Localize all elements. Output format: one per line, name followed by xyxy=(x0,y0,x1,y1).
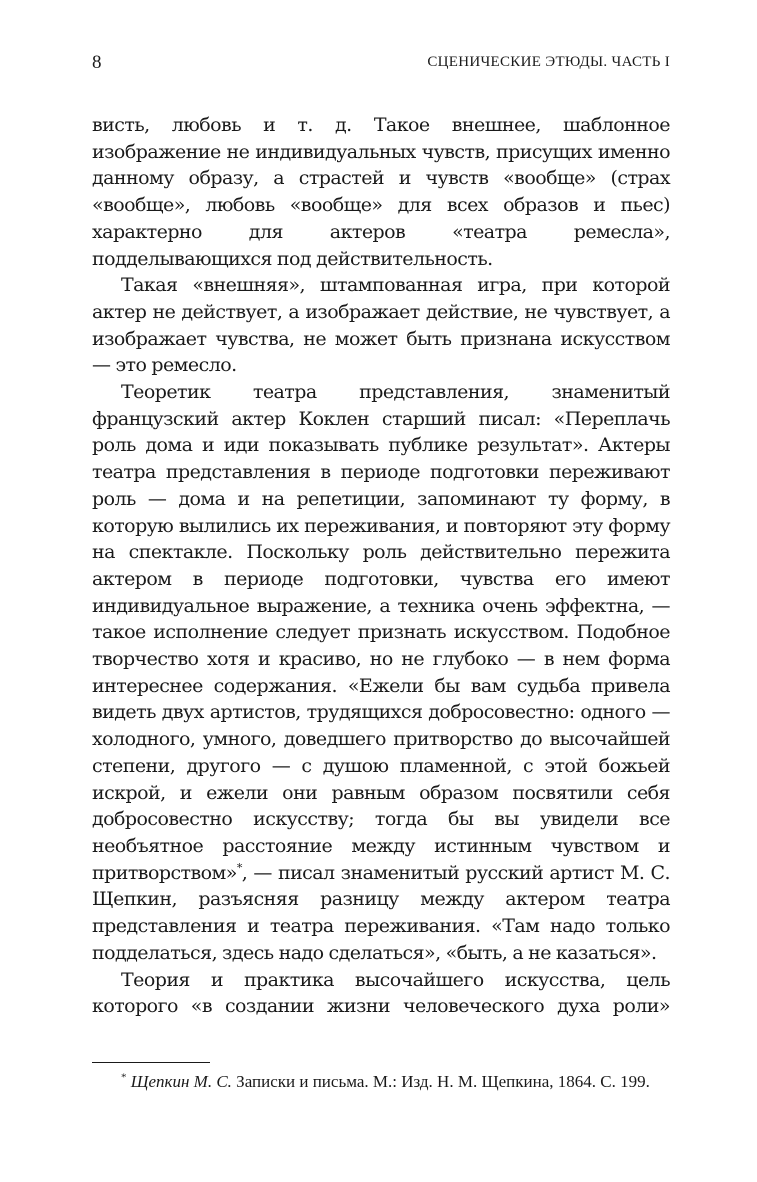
footnote-reference[interactable]: * xyxy=(236,861,242,875)
footnote-divider xyxy=(92,1062,210,1063)
running-head: СЦЕНИЧЕСКИЕ ЭТЮДЫ. ЧАСТЬ I xyxy=(427,54,670,70)
footnote-citation: Записки и письма. М.: Изд. Н. М. Щепкина, 1864. С. 199. xyxy=(231,1072,650,1091)
paragraph-3 xyxy=(92,379,670,966)
page-number: 8 xyxy=(92,52,102,73)
footnote xyxy=(92,1070,670,1093)
paragraph-4: Теория и практика высочайшего искусства, цель которого «в создании жизни человеческого духа роли» xyxy=(92,968,670,1018)
main-text xyxy=(92,112,670,1020)
paragraph-3-part-1: Теоретик театра представления, знаменитый французский актер Коклен старший писал: «Переплачь роль дома и иди показывать публике результат». Актеры театра представления в периоде подготовки переживают роль — дома и на репетиции, запоминают ту форму, в которую вылились их переживания, и повторяют эту форму на спектакле. Поскольку роль действительно пережита актером в периоде подготовки, чувства его имеют индивидуальное выражение, а техника очень эффектна, — такое исполнение следует признать искусством. Подобное творчество хотя и красиво, но не глубоко — в нем форма интереснее содержания. «Ежели бы вам судьба привела видеть двух артистов, трудящихся добросовестно: одного — холодного, умного, доведшего притворство до высочайшей степени, другого — с душою пламенной, с этой божьей искрой, и ежели они равным образом посвятили себя добросовестно искусству; тогда бы вы увидели все необъятное расстояние между истинным чувством и притворством» xyxy=(92,381,670,884)
footnote-author: Щепкин М. С. xyxy=(130,1072,232,1091)
page-header xyxy=(92,52,670,82)
footnote-marker: * xyxy=(121,1071,127,1084)
paragraph-1: висть, любовь и т. д. Такое внешнее, шаблонное изображение не индивидуальных чувств, присущих именно данному образу, а страстей и чувств «вообще» (страх «вообще», любовь «вообще» для всех образов и пьес) характерно для актеров «театра ремесла», подделывающихся под действительность. xyxy=(92,114,670,270)
paragraph-3-part-2: , — писал знаменитый русский артист М. С. Щепкин, разъясняя разницу между актером театра представления и театра переживания. «Там надо только подделаться, здесь надо сделаться», «быть, а не казаться». xyxy=(92,861,670,964)
paragraph-2: Такая «внешняя», штампованная игра, при которой актер не действует, а изображает действие, не чувствует, а изображает чувства, не может быть признана искусством — это ремесло. xyxy=(92,274,670,377)
